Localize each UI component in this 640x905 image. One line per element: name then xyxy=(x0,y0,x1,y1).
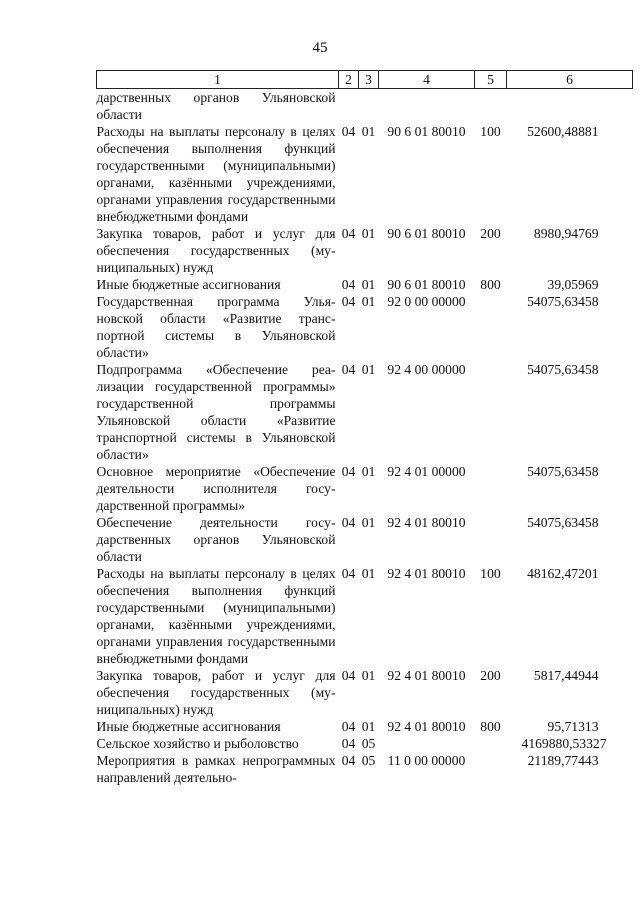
row-target-article: 90 6 01 80010 xyxy=(387,124,466,139)
row-name: Закупка товаров, работ и услуг для обеспечения государственных (муниципальных) нужд xyxy=(96,668,336,717)
row-target-article: 92 4 00 00000 xyxy=(387,362,466,377)
table-row xyxy=(97,89,633,124)
table-row xyxy=(97,514,633,565)
row-expense-type: 800 xyxy=(480,277,501,292)
row-name: Основное мероприятие «Обеспечение деятельности исполнителя государственной программы» xyxy=(96,464,336,513)
row-expense-type: 200 xyxy=(480,226,501,241)
column-header-target-article: 4 xyxy=(379,71,475,89)
table-row xyxy=(97,735,633,752)
row-target-article: 90 6 01 80010 xyxy=(387,277,466,292)
row-section: 04 xyxy=(341,753,356,768)
row-section: 04 xyxy=(341,719,356,734)
row-name: Расходы на выплаты персоналу в целях обеспечения выполнения функций государственными (муниципальными) органами, казёнными учреждениями, органами управления государственными внебюджетными фондами xyxy=(96,566,336,666)
column-header-section: 2 xyxy=(339,71,359,89)
row-subsection: 01 xyxy=(361,566,376,581)
row-amount: 21189,77443 xyxy=(527,753,599,768)
row-amount xyxy=(507,89,633,124)
row-subsection: 05 xyxy=(361,753,376,768)
row-expense-type xyxy=(475,735,507,752)
table-row xyxy=(97,225,633,276)
row-expense-type: 200 xyxy=(480,668,501,683)
column-header-subsection: 3 xyxy=(359,71,379,89)
row-expense-type xyxy=(475,514,507,565)
table-header-row xyxy=(97,71,633,89)
row-amount: 54075,63458 xyxy=(527,362,599,377)
row-subsection: 01 xyxy=(361,464,376,479)
row-section: 04 xyxy=(341,566,356,581)
row-subsection: 01 xyxy=(361,719,376,734)
row-name: Обеспечение деятельности государственных органов Ульяновской области xyxy=(96,515,336,564)
row-section: 04 xyxy=(341,668,356,683)
row-section: 04 xyxy=(341,464,356,479)
row-name: Подпрограмма «Обеспечение реализации государственной программы» государственной программы Ульяновской области «Развитие транспортной системы в Ульяновской области» xyxy=(96,362,336,462)
row-target-article xyxy=(379,735,475,752)
row-section: 04 xyxy=(341,277,356,292)
row-amount: 95,71313 xyxy=(547,719,599,734)
table-row xyxy=(97,123,633,225)
row-amount: 54075,63458 xyxy=(527,464,599,479)
table-row xyxy=(97,718,633,735)
row-target-article: 92 4 01 80010 xyxy=(387,515,466,530)
table-row xyxy=(97,463,633,514)
row-section: 04 xyxy=(341,736,356,751)
row-subsection: 01 xyxy=(361,277,376,292)
row-expense-type: 800 xyxy=(480,719,501,734)
row-subsection: 05 xyxy=(361,736,376,751)
row-amount: 39,05969 xyxy=(547,277,599,292)
row-name: Расходы на выплаты персоналу в целях обеспечения выполнения функций государственными (муниципальными) органами, казёнными учреждениями, органами управления государственными внебюджетными фондами xyxy=(96,124,336,224)
row-amount: 5817,44944 xyxy=(533,668,599,683)
row-expense-type: 100 xyxy=(480,566,501,581)
row-section: 04 xyxy=(341,515,356,530)
table-row xyxy=(97,667,633,718)
row-target-article: 92 4 01 00000 xyxy=(387,464,466,479)
row-section: 04 xyxy=(341,294,356,309)
row-name: Иные бюджетные ассигнования xyxy=(96,277,281,292)
row-name: Сельское хозяйство и рыболовство xyxy=(96,736,299,751)
row-subsection: 01 xyxy=(361,226,376,241)
row-section: 04 xyxy=(341,362,356,377)
column-header-expense-type: 5 xyxy=(475,71,507,89)
table-body xyxy=(97,89,633,787)
row-target-article: 92 4 01 80010 xyxy=(387,566,466,581)
column-header-amount: 6 xyxy=(507,71,633,89)
table-row xyxy=(97,565,633,667)
row-subsection: 01 xyxy=(361,124,376,139)
page-number: 45 xyxy=(312,40,328,56)
row-target-article xyxy=(379,89,475,124)
column-header-name: 1 xyxy=(97,71,339,89)
row-amount: 54075,63458 xyxy=(527,515,599,530)
row-amount: 52600,48881 xyxy=(527,124,599,139)
table-row xyxy=(97,361,633,463)
row-expense-type xyxy=(475,752,507,786)
row-amount: 54075,63458 xyxy=(527,294,599,309)
row-name: Мероприятия в рамках непрограммных направлений деятельно- xyxy=(96,753,336,785)
row-section: 04 xyxy=(341,226,356,241)
budget-table xyxy=(96,70,633,786)
row-target-article: 11 0 00 00000 xyxy=(387,753,466,768)
table-row xyxy=(97,276,633,293)
row-target-article: 90 6 01 80010 xyxy=(387,226,466,241)
row-amount: 4169880,53327 xyxy=(521,736,607,751)
row-section xyxy=(339,89,359,124)
row-target-article: 92 0 00 00000 xyxy=(387,294,466,309)
row-expense-type: 100 xyxy=(480,124,501,139)
row-subsection: 01 xyxy=(361,362,376,377)
row-target-article: 92 4 01 80010 xyxy=(387,719,466,734)
row-expense-type xyxy=(475,361,507,463)
row-expense-type xyxy=(475,293,507,361)
row-name: дарственных органов Ульяновской области xyxy=(96,90,336,122)
row-subsection: 01 xyxy=(361,294,376,309)
row-name: Закупка товаров, работ и услуг для обеспечения государственных (муниципальных) нужд xyxy=(96,226,336,275)
row-expense-type xyxy=(475,89,507,124)
table-row xyxy=(97,752,633,786)
row-subsection: 01 xyxy=(361,668,376,683)
row-name: Государственная программа Ульяновской области «Развитие транспортной системы в Ульяновской области» xyxy=(96,294,336,360)
row-expense-type xyxy=(475,463,507,514)
row-amount: 8980,94769 xyxy=(533,226,599,241)
row-target-article: 92 4 01 80010 xyxy=(387,668,466,683)
row-subsection xyxy=(359,89,379,124)
row-name: Иные бюджетные ассигнования xyxy=(96,719,281,734)
table-row xyxy=(97,293,633,361)
row-amount: 48162,47201 xyxy=(527,566,599,581)
row-subsection: 01 xyxy=(361,515,376,530)
row-section: 04 xyxy=(341,124,356,139)
